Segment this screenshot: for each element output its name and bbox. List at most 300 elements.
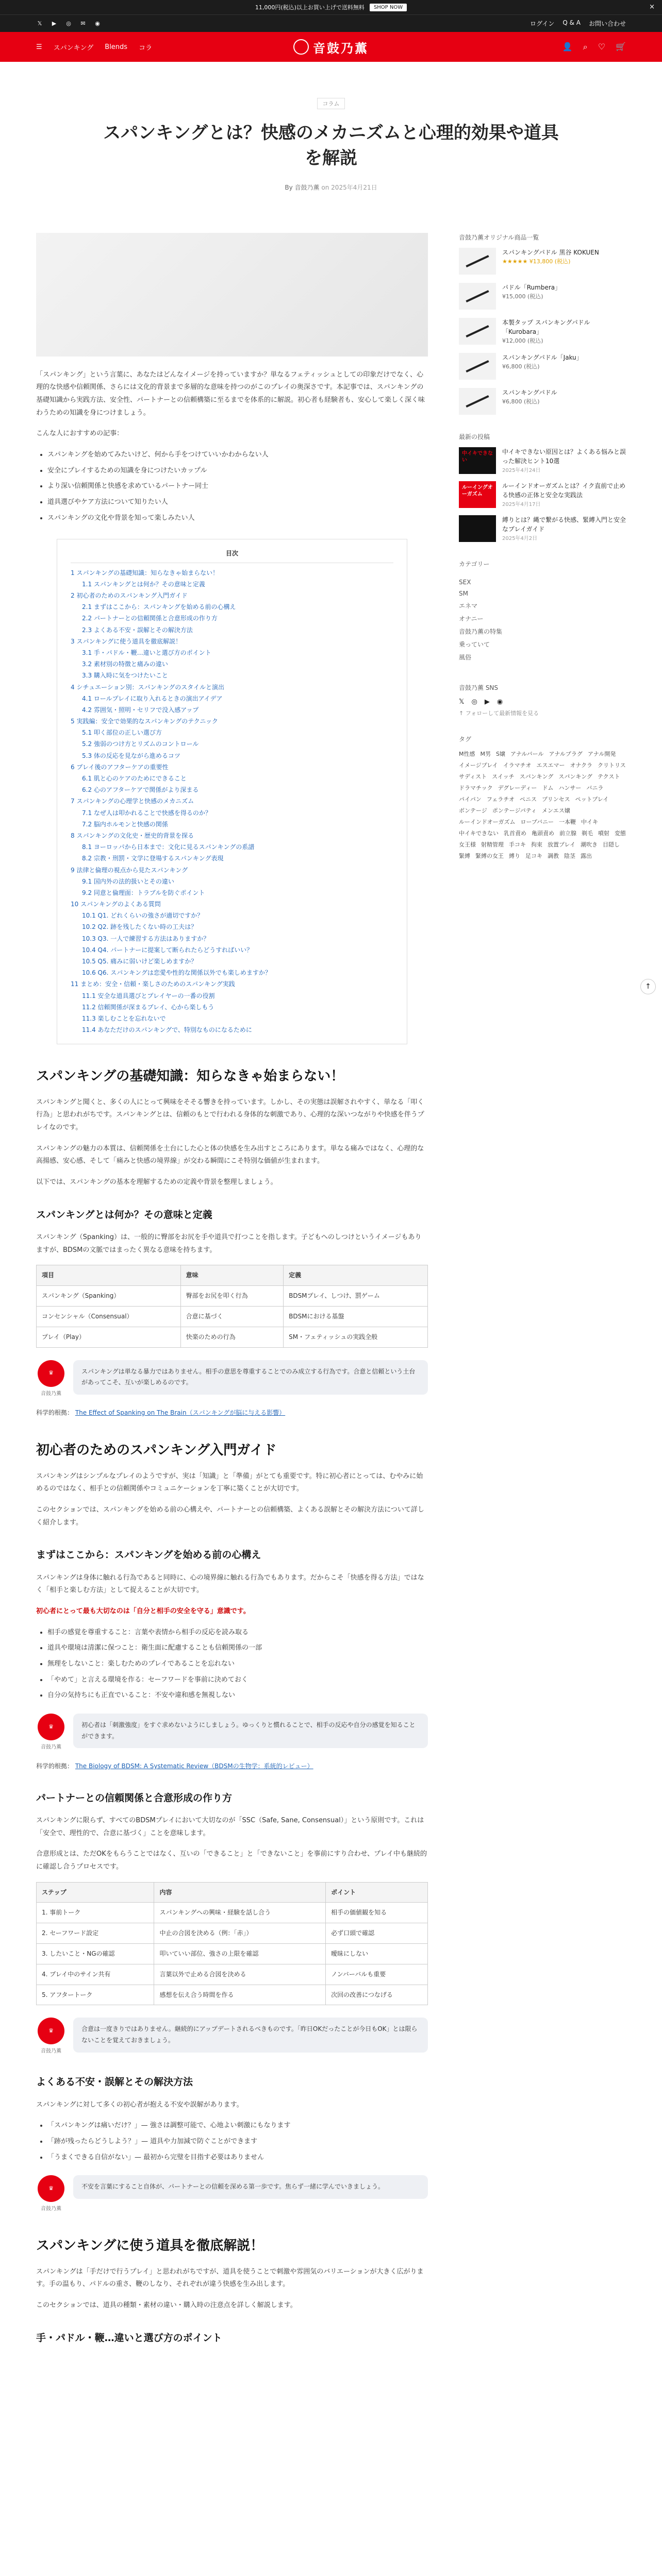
toc-item (71, 636, 393, 647)
toc-link[interactable]: 4.2 雰囲気・照明・セリフで没入感アップ (82, 706, 199, 714)
list-item: • 「うまくできる自信がない」— 最初から完璧を目指す必要はありません (47, 2151, 428, 2164)
toc-link[interactable]: 2.2 パートナーとの信頼関係と合意形成の作り方 (82, 615, 218, 622)
subsection-heading: パートナーとの信頼関係と合意形成の作り方 (36, 1792, 233, 1804)
article-body (36, 233, 428, 2354)
tag-link[interactable]: フェラチオ (486, 795, 515, 803)
category-tag[interactable]: コラム (317, 98, 345, 109)
tag-link[interactable]: 緊縛の女王 (475, 852, 504, 859)
author-name[interactable]: 音鼓乃薫 (294, 183, 320, 191)
table-cell: SM・フェティッシュの実践全般 (284, 1327, 428, 1347)
toc-item (71, 807, 393, 819)
toc-link[interactable]: 7.2 脳内ホルモンと快感の関係 (82, 820, 168, 828)
tag-link[interactable]: クリトリス (598, 761, 626, 769)
tag-link[interactable]: バニラ (586, 784, 604, 791)
tag-link[interactable]: パイパン (459, 795, 482, 803)
tag-link[interactable]: スパンキング (558, 773, 593, 780)
login-link[interactable]: ログイン (529, 20, 555, 27)
toc-link[interactable]: 10 スパンキングのよくある質問 (71, 901, 161, 908)
product-item[interactable] (459, 388, 626, 415)
subsection-heading: まずはここから：スパンキングを始める前の心構え (36, 1549, 261, 1561)
post-title[interactable]: 中イキできない原因とは？よくある悩みと誤った解決ヒント10選 (502, 448, 626, 465)
tag-link[interactable]: 放置プレイ (548, 841, 576, 848)
category-link[interactable]: オナニー (459, 615, 484, 622)
toc-item (71, 819, 393, 830)
tag-link[interactable]: M男 (480, 750, 491, 757)
speech-bubble: 合意は一度きりではありません。継続的にアップデートされるべきものです。「昨日OKだったことが今日もOK」とは限らないことを覚えておきましょう。 (73, 2018, 428, 2052)
toc-item (71, 738, 393, 750)
products-widget (459, 233, 626, 415)
toc-link[interactable]: 11.3 楽しむことを忘れないで (82, 1014, 166, 1022)
table-cell: 合意に基づく (180, 1306, 284, 1327)
reference-link[interactable]: The Biology of BDSM: A Systematic Review（BDSMの生物学：系統的レビュー） (75, 1762, 313, 1770)
recent-list (459, 447, 626, 542)
avatar-name: 音鼓乃薫 (41, 1744, 61, 1751)
line-icon[interactable]: ◉ (95, 20, 100, 27)
widget-title: 音鼓乃薫オリジナル商品一覧 (459, 233, 539, 241)
category-link[interactable]: SEX (459, 578, 471, 586)
tag-link[interactable]: 女王様 (459, 841, 476, 848)
email-icon[interactable]: ✉ (80, 20, 86, 27)
toc-item (71, 910, 393, 921)
toc-title: 目次 (71, 548, 393, 563)
table-cell: 3. したいこと・NGの確認 (37, 1944, 154, 1964)
tag-link[interactable]: 縛り (509, 852, 520, 859)
table-of-contents (57, 539, 407, 1044)
tag-link[interactable]: 射精管理 (481, 841, 504, 848)
toc-item (71, 624, 393, 636)
tag-link[interactable]: スパンキング (519, 773, 554, 780)
paragraph: スパンキングは身体に触れる行為であると同時に、心の境界線に触れる行為でもあります。だからこそ「快感を得る方法」ではなく「相手と楽しむ方法」として捉えることが大切です。 (36, 1573, 424, 1595)
post-thumbnail[interactable] (459, 515, 496, 542)
tag-link[interactable]: ドラマチック (459, 784, 493, 791)
table-cell: 4. プレイ中のサイン共有 (37, 1964, 154, 1985)
table-cell: 曖昧にしない (326, 1944, 428, 1964)
product-price: ¥12,000 (税込) (502, 337, 543, 344)
product-item[interactable] (459, 283, 626, 310)
tag-link[interactable]: 前立腺 (559, 829, 576, 837)
table-cell: 1. 事前トーク (37, 1903, 154, 1923)
avatar-icon: ♛ (38, 2018, 64, 2044)
speech-bubble: 不安を言葉にすること自体が、パートナーとの信頼を深める第一歩です。焦らず一緒に学んでいきましょう。 (73, 2175, 428, 2199)
table-row (37, 1944, 428, 1964)
tag-link[interactable]: アナルバール (510, 750, 544, 757)
tag-link[interactable]: 変態 (615, 829, 626, 837)
toc-item (71, 956, 393, 967)
table-cell: 5. アフタートーク (37, 1985, 154, 2005)
tag-link[interactable]: ポンテージパティ (492, 807, 537, 814)
tag-link[interactable]: ドム (542, 784, 554, 791)
list-item: • スパンキングの文化や背景を知って楽しみたい人 (47, 512, 428, 525)
product-image[interactable] (459, 388, 496, 415)
table-row (37, 1964, 428, 1985)
category-link[interactable]: 風俗 (459, 653, 472, 661)
subsection-heading: スパンキングとは何か？その意味と定義 (36, 1209, 212, 1221)
tag-link[interactable]: ハンサー (558, 784, 582, 791)
toc-item (71, 784, 393, 795)
toc-link[interactable]: 9 法律と倫理の視点から見たスパンキング (71, 866, 188, 874)
list-item: • 「やめて」と言える環境を作る：セーフワードを事前に決めておく (47, 1674, 428, 1687)
logo-mark-icon (293, 39, 309, 55)
tag-link[interactable]: オナクラ (570, 761, 593, 769)
announcement-bar (0, 0, 662, 14)
product-image[interactable] (459, 353, 496, 380)
category-link[interactable]: 音鼓乃薫の特集 (459, 628, 503, 635)
article-title: スパンキングとは？快感のメカニズムと心理的効果や道具を解説 (103, 123, 559, 169)
product-info (502, 388, 557, 415)
toc-item (71, 865, 393, 876)
table-cell: 叩いていい部位、強さの上限を確認 (154, 1944, 326, 1964)
avatar (36, 1360, 66, 1399)
toc-item (71, 727, 393, 738)
sidebar (459, 233, 626, 2354)
list-item: • 無理をしないこと：楽しむためのプレイであることを忘れない (47, 1658, 428, 1671)
tag-link[interactable]: 亀頭責め (532, 829, 554, 837)
toc-link[interactable]: 10.1 Q1. どれくらいの強さが適切ですか？ (82, 912, 204, 920)
wishlist-icon[interactable]: ♡ (598, 42, 606, 52)
product-image[interactable] (459, 283, 496, 310)
table-cell: 快楽のための行為 (180, 1327, 284, 1347)
tag-link[interactable]: 中イキできない (459, 829, 499, 837)
reference-label: 科学的根拠： (36, 1409, 74, 1416)
toc-link[interactable]: 7 スパンキングの心理学と快感のメカニズム (71, 798, 194, 805)
tag-list (459, 750, 626, 860)
post-info (502, 447, 626, 474)
article-meta (36, 183, 626, 192)
toc-link[interactable]: 3.3 購入時に気をつけたいこと (82, 672, 168, 680)
tag-link[interactable]: デグレーディー (498, 784, 537, 791)
tag-link[interactable]: メンエス嬢 (541, 807, 570, 814)
toc-item (71, 853, 393, 864)
cart-icon[interactable]: 🛒 (616, 42, 626, 52)
paragraph: スパンキングと聞くと、多くの人にとって興味をそそる響きを持っています。しかし、その実態は誤解されやすく、単なる「叩く行為」と思われがちです。スパンキングとは、信頼のもとで行われる身体的な刺激であり、心理的な深いつながりや快感を伴うプレイなのです。 (36, 1098, 424, 1132)
publish-date: 2025年4月21日 (331, 183, 377, 191)
toc-item (71, 670, 393, 681)
toc-item (71, 1013, 393, 1024)
on-label: on (321, 183, 329, 191)
product-image[interactable] (459, 248, 496, 275)
toc-link[interactable]: 5 実践編：安全で効果的なスパンキングのテクニック (71, 718, 218, 725)
toc-link[interactable]: 11 まとめ：安全・信頼・楽しさのためのスパンキング実践 (71, 980, 235, 988)
tag-link[interactable]: 足コキ (525, 852, 542, 859)
toc-item (71, 601, 393, 613)
toc-item (71, 647, 393, 658)
category-list (459, 574, 626, 666)
tag-link[interactable]: 目隠し (603, 841, 620, 848)
tag-link[interactable]: ペニス (520, 795, 537, 803)
tag-link[interactable]: ルーインドオーガズム (459, 818, 516, 825)
tag-link[interactable]: S嬢 (496, 750, 505, 757)
product-info (502, 353, 583, 380)
product-name[interactable]: スパンキングパドル「Jaku」 (502, 353, 583, 361)
shop-now-button[interactable]: SHOP NOW (370, 4, 407, 11)
speech-bubble: スパンキングは単なる暴力ではありません。相手の意思を尊重することでのみ成立する行為です。合意と信頼という土台があってこそ、互いが楽しめるのです。 (73, 1360, 428, 1395)
table-header: ポイント (326, 1882, 428, 1903)
toc-item (71, 590, 393, 601)
toc-link[interactable]: 1.1 スパンキングとは何か？その意味と定義 (82, 580, 205, 588)
avatar-icon: ♛ (38, 1714, 64, 1740)
table-cell: 臀部をお尻を叩く行為 (180, 1286, 284, 1307)
post-date: 2025年4月24日 (502, 467, 541, 473)
toc-item (71, 921, 393, 933)
tag-link[interactable]: ロープバニー (520, 818, 554, 825)
table-cell: スパンキング（Spanking） (37, 1286, 181, 1307)
tag-link[interactable]: サディスト (459, 773, 487, 780)
post-title[interactable]: ルーインドオーガズムとは？イク直前で止める快感の正体と安全な実践法 (502, 482, 626, 499)
toc-link[interactable]: 8.2 宗教・刑罰・文学に登場するスパンキング表現 (82, 855, 224, 862)
toc-link[interactable]: 8.1 ヨーロッパから日本まで：文化に見るスパンキングの系譜 (82, 843, 255, 851)
table-cell: 2. セーフワード設定 (37, 1923, 154, 1944)
toc-link[interactable]: 2.1 まずはここから：スパンキングを始める前の心構え (82, 603, 236, 611)
toc-link[interactable]: 9.1 国内外の法的扱いとその違い (82, 877, 174, 885)
recent-post[interactable] (459, 481, 626, 508)
toc-link[interactable]: 6.2 心のアフターケアで関係がより深まる (82, 786, 199, 794)
tag-link[interactable]: ボンテージ (459, 807, 487, 814)
main-nav (0, 32, 662, 62)
sns-widget (459, 683, 626, 717)
tag-link[interactable]: M性感 (459, 750, 475, 757)
product-item[interactable] (459, 318, 626, 345)
toc-link[interactable]: 5.3 体の反応を見ながら進めるコツ (82, 752, 180, 759)
bullet-list (47, 1626, 428, 1702)
toc-link[interactable]: 11.4 あなただけのスパンキングで、特別なものになるために (82, 1026, 252, 1034)
contact-link[interactable]: お問い合わせ (588, 20, 626, 27)
toc-link[interactable]: 10.5 Q5. 痛みに弱いけど楽しめますか？ (82, 958, 197, 965)
close-icon[interactable]: × (649, 3, 655, 11)
youtube-icon[interactable]: ▶ (484, 698, 490, 706)
tag-link[interactable]: エスエマー (536, 761, 565, 769)
toc-link[interactable]: 10.2 Q2. 跡を残したくない時の工夫は？ (82, 923, 197, 931)
tag-link[interactable]: 剃毛 (582, 829, 593, 837)
tag-link[interactable]: アナル開発 (587, 750, 616, 757)
speech-box (36, 1360, 428, 1399)
list-item: • 自分の気持ちにも正直でいること：不安や違和感を無視しない (47, 1689, 428, 1702)
widget-title: 音鼓乃薫 SNS (459, 684, 499, 691)
intro-recommend-label: こんな人におすすめの記事： (36, 430, 124, 438)
account-icon[interactable]: 👤 (562, 42, 573, 52)
toc-link[interactable]: 3.1 手・パドル・鞭…違いと選び方のポイント (82, 649, 211, 656)
toc-list (71, 567, 393, 1036)
paragraph: スパンキングに対して多くの初心者が抱える不安や誤解があります。 (36, 2100, 243, 2109)
line-icon[interactable]: ◉ (496, 698, 503, 706)
tag-link[interactable]: プリンセス (542, 795, 570, 803)
toc-link[interactable]: 9.2 同意と倫理面：トラブルを防ぐポイント (82, 889, 205, 896)
table-cell: コンセンシャル（Consensual） (37, 1306, 181, 1327)
toc-item (71, 944, 393, 956)
list-item: • 道具選びやケア方法について知りたい人 (47, 496, 428, 509)
avatar-icon: ♛ (38, 1360, 64, 1387)
search-icon[interactable]: ⌕ (583, 42, 588, 52)
toc-item (71, 613, 393, 624)
nav-item-2[interactable]: コラ (139, 44, 153, 52)
product-rating: ★★★★★ ¥13,800 (税込) (502, 258, 571, 265)
toc-item (71, 967, 393, 978)
toc-item (71, 795, 393, 807)
table-cell: 必ず口頭で確認 (326, 1923, 428, 1944)
tag-link[interactable]: 乳首責め (504, 829, 526, 837)
paragraph: このセクションでは、スパンキングを始める前の心構えや、パートナーとの信頼構築、よくある誤解とその解決方法について詳しく紹介します。 (36, 1506, 424, 1527)
category-link[interactable]: SM (459, 589, 468, 597)
paragraph: このセクションでは、道具の種類・素材の違い・購入時の注意点を詳しく解説します。 (36, 2301, 297, 2310)
nav-item-0[interactable]: スパンキング (53, 44, 94, 52)
toc-item (71, 704, 393, 716)
speech-box (36, 2175, 428, 2214)
toc-link[interactable]: 6 プレイ後のアフターケアの重要性 (71, 763, 169, 771)
table-row (37, 1286, 428, 1307)
toc-item (71, 841, 393, 853)
toc-link[interactable]: 5.2 強弱のつけ方とリズムのコントロール (82, 740, 199, 748)
avatar-name: 音鼓乃薫 (41, 2048, 61, 2055)
paragraph: スパンキングの魅力の本質は、信頼関係を土台にした心と体の快感を生み出すところにあります。単なる痛みではなく、心理的な高揚感、安心感、そして「痛みと快感の境界線」が交わる瞬間にこそ特別な価値が生まれます。 (36, 1144, 424, 1165)
nav-item-1[interactable]: Blends (105, 43, 128, 51)
section-heading: スパンキングに使う道具を徹底解説！ (36, 2238, 264, 2254)
product-name[interactable]: スパンキングパドル (502, 388, 557, 396)
x-icon[interactable]: 𝕏 (37, 20, 42, 27)
table-row (37, 1327, 428, 1347)
tag-link[interactable]: テクスト (598, 773, 620, 780)
table-cell: プレイ（Play） (37, 1327, 181, 1347)
toc-item (71, 978, 393, 990)
tag-link[interactable]: 潮吹き (581, 841, 598, 848)
widget-title: 最新の投稿 (459, 433, 490, 440)
toc-link[interactable]: 10.6 Q6. スパンキングは恋愛や性的な関係以外でも楽しめますか？ (82, 969, 271, 977)
instagram-icon[interactable]: ◎ (66, 20, 71, 27)
tag-link[interactable]: 噴射 (598, 829, 609, 837)
table-header: 定義 (284, 1265, 428, 1286)
scroll-to-top-button[interactable]: ↑ (640, 979, 656, 994)
product-image[interactable] (459, 318, 496, 345)
tag-link[interactable]: イメージプレイ (459, 761, 498, 769)
toc-link[interactable]: 11.1 安全な道具選びとプレイヤーの一番の役割 (82, 992, 215, 999)
post-thumbnail[interactable]: 中イキできない (459, 447, 496, 474)
post-info (502, 481, 626, 508)
tag-link[interactable]: 一本鞭 (559, 818, 576, 825)
toc-item (71, 876, 393, 887)
product-item[interactable] (459, 248, 626, 275)
paragraph: スパンキングに限らず、すべてのBDSMプレイにおいて大切なのが「SSC（Safe, Sane, Consensual）」という原則です。これは「安全で、理性的で、合意に基づく」ことを意味します。 (36, 1816, 424, 1837)
youtube-icon[interactable]: ▶ (52, 20, 57, 27)
table-cell: BDSMにおける基盤 (284, 1306, 428, 1327)
avatar (36, 2018, 66, 2056)
tag-link[interactable]: イラマチオ (503, 761, 532, 769)
toc-link[interactable]: 3.2 素材別の特徴と痛みの違い (82, 660, 168, 668)
reference-label: 科学的根拠： (36, 1762, 74, 1770)
toc-link[interactable]: 1 スパンキングの基礎知識：知らなきゃ始まらない！ (71, 569, 219, 577)
toc-link[interactable]: 5.1 叩く部位の正しい選び方 (82, 729, 162, 737)
tag-link[interactable]: 拘束 (531, 841, 542, 848)
tag-link[interactable]: 調教 (548, 852, 559, 859)
toc-item (71, 658, 393, 670)
toc-item (71, 693, 393, 704)
tag-link[interactable]: 緊縛 (459, 852, 470, 859)
follow-text: ↑ フォローして最新情報を見る (459, 709, 539, 717)
toc-item (71, 773, 393, 784)
tag-link[interactable]: 露出 (581, 852, 592, 859)
product-price: ¥15,000 (税込) (502, 293, 543, 300)
post-title[interactable]: 縛りとは？縄で繋がる快感、緊縛入門と安全なプレイガイド (502, 516, 626, 533)
avatar-name: 音鼓乃薫 (41, 1391, 61, 1397)
intro-paragraph: 「スパンキング」という言葉に、あなたはどんなイメージを持っていますか？単なるフェティッシュとしての印象だけでなく、心理的な快感や信頼関係、さらには文化的背景まで多層的な意味を持つのがこのプレイの奥深さです。本記事では、スパンキングの基礎知識から実践方法、安全性、パートナーとの信頼構築に至るまでを体系的に解説。初心者も経験者も、安心して楽しく深く味わうための知識を身につけましょう。 (36, 370, 425, 417)
toc-item (71, 1024, 393, 1036)
product-name[interactable]: 本製タップ スパンキングパドル「Kurobara」 (502, 318, 590, 335)
speech-bubble: 初心者は「刺激強度」をすぐ求めないようにしましょう。ゆっくりと慣れることで、相手の反応や自分の感覚を知ることができます。 (73, 1714, 428, 1748)
toc-link[interactable]: 2.3 よくある不安・誤解とその解決方法 (82, 626, 193, 634)
toc-item (71, 990, 393, 1002)
table-cell: 言葉以外で止める合図を決める (154, 1964, 326, 1985)
toc-link[interactable]: 8 スパンキングの文化史・歴史的背景を探る (71, 832, 194, 839)
product-info (502, 248, 599, 275)
toc-link[interactable]: 6.1 肌と心のケアのためにできること (82, 775, 187, 783)
table-cell: 中止の合図を決める（例：「赤」） (154, 1923, 326, 1944)
post-thumbnail[interactable]: ルーイングオーガズム (459, 481, 496, 508)
recent-post[interactable] (459, 515, 626, 542)
tag-link[interactable]: ペットプレイ (575, 795, 609, 803)
bullet-list (47, 2120, 428, 2164)
table-header: 項目 (37, 1265, 181, 1286)
tag-link[interactable]: 陰茎 (564, 852, 575, 859)
paragraph: 初心者にとって最も大切なのは「自分と相手の安全を守る」意識です。 (36, 1607, 250, 1615)
product-name[interactable]: パドル「Rumbera」 (502, 283, 561, 291)
reference-link[interactable]: The Effect of Spanking on The Brain（スパンキングが脳に与える影響） (75, 1409, 286, 1416)
table-cell: BDSMプレイ、しつけ、罰ゲーム (284, 1286, 428, 1307)
reference (36, 1407, 428, 1419)
tag-link[interactable]: 中イキ (581, 818, 599, 825)
logo-text: 音鼓乃薫 (313, 40, 369, 56)
announcement-text: 11,000円(税込)以上お買い上げで送料無料 (255, 4, 365, 11)
toc-link[interactable]: 2 初心者のためのスパンキング入門ガイド (71, 592, 188, 600)
site-logo[interactable] (293, 38, 369, 56)
table-header: 内容 (154, 1882, 326, 1903)
toc-item (71, 899, 393, 910)
product-item[interactable] (459, 353, 626, 380)
avatar (36, 2175, 66, 2214)
list-item: • スパンキングを始めてみたいけど、何から手をつけていいかわからない人 (47, 449, 428, 462)
category-link[interactable]: エネマ (459, 602, 478, 609)
list-item: • 安全にプレイするための知識を身につけたいカップル (47, 465, 428, 478)
post-date: 2025年4月17日 (502, 501, 541, 507)
table-cell: ノンバーバルも重要 (326, 1964, 428, 1985)
toc-link[interactable]: 3 スパンキングに使う道具を徹底解説！ (71, 637, 182, 645)
category-link[interactable]: 乗っていて (459, 640, 490, 648)
recent-post[interactable] (459, 447, 626, 474)
paragraph: スパンキング（Spanking）は、一般的に臀部をお尻を手や道具で打つことを指します。子どもへのしつけというイメージもありますが、BDSMの文脈ではまったく異なる意味を持ちます。 (36, 1233, 422, 1254)
paragraph: 合意形成とは、ただOKをもらうことではなく、互いの「できること」と「できないこと」を事前にすり合わせ、プレイ中も継続的に確認し合うプロセスです。 (36, 1850, 427, 1871)
toc-link[interactable]: 11.2 信頼関係が深まるプレイ、心から楽しもう (82, 1003, 214, 1011)
tags-widget (459, 735, 626, 860)
menu-icon[interactable]: ☰ (36, 43, 42, 51)
avatar (36, 1714, 66, 1752)
toc-link[interactable]: 4.1 ロールプレイに取り入れるときの演出アイデア (82, 694, 223, 702)
author-prefix: By (285, 183, 293, 191)
faq-link[interactable]: Q & A (562, 19, 581, 26)
toc-link[interactable]: 10.4 Q4. パートナーに提案して断られたらどうすればいい？ (82, 946, 253, 954)
tag-link[interactable]: スイッチ (492, 773, 515, 780)
table-header: ステップ (37, 1882, 154, 1903)
list-item: • より深い信頼関係と快感を求めているパートナー同士 (47, 480, 428, 493)
x-icon[interactable]: 𝕏 (459, 698, 465, 706)
product-name[interactable]: スパンキングパドル 黒谷 KOKUEN (502, 248, 599, 256)
toc-link[interactable]: 4 シチュエーション別：スパンキングのスタイルと演出 (71, 683, 225, 691)
table-row (37, 1903, 428, 1923)
toc-item (71, 750, 393, 761)
tag-link[interactable]: 手コキ (509, 841, 526, 848)
toc-link[interactable]: 7.1 なぜ人は叩かれることで快感を得るのか？ (82, 809, 211, 817)
instagram-icon[interactable]: ◎ (471, 698, 477, 706)
section-heading: 初心者のためのスパンキング入門ガイド (36, 1443, 277, 1459)
recent-posts-widget (459, 432, 626, 542)
toc-link[interactable]: 10.3 Q3. 一人で練習する方法はありますか？ (82, 935, 210, 942)
list-item: • 相手の感覚を尊重すること：言葉や表情から相手の反応を読み取る (47, 1626, 428, 1639)
tag-link[interactable]: アナルプラグ (549, 750, 583, 757)
